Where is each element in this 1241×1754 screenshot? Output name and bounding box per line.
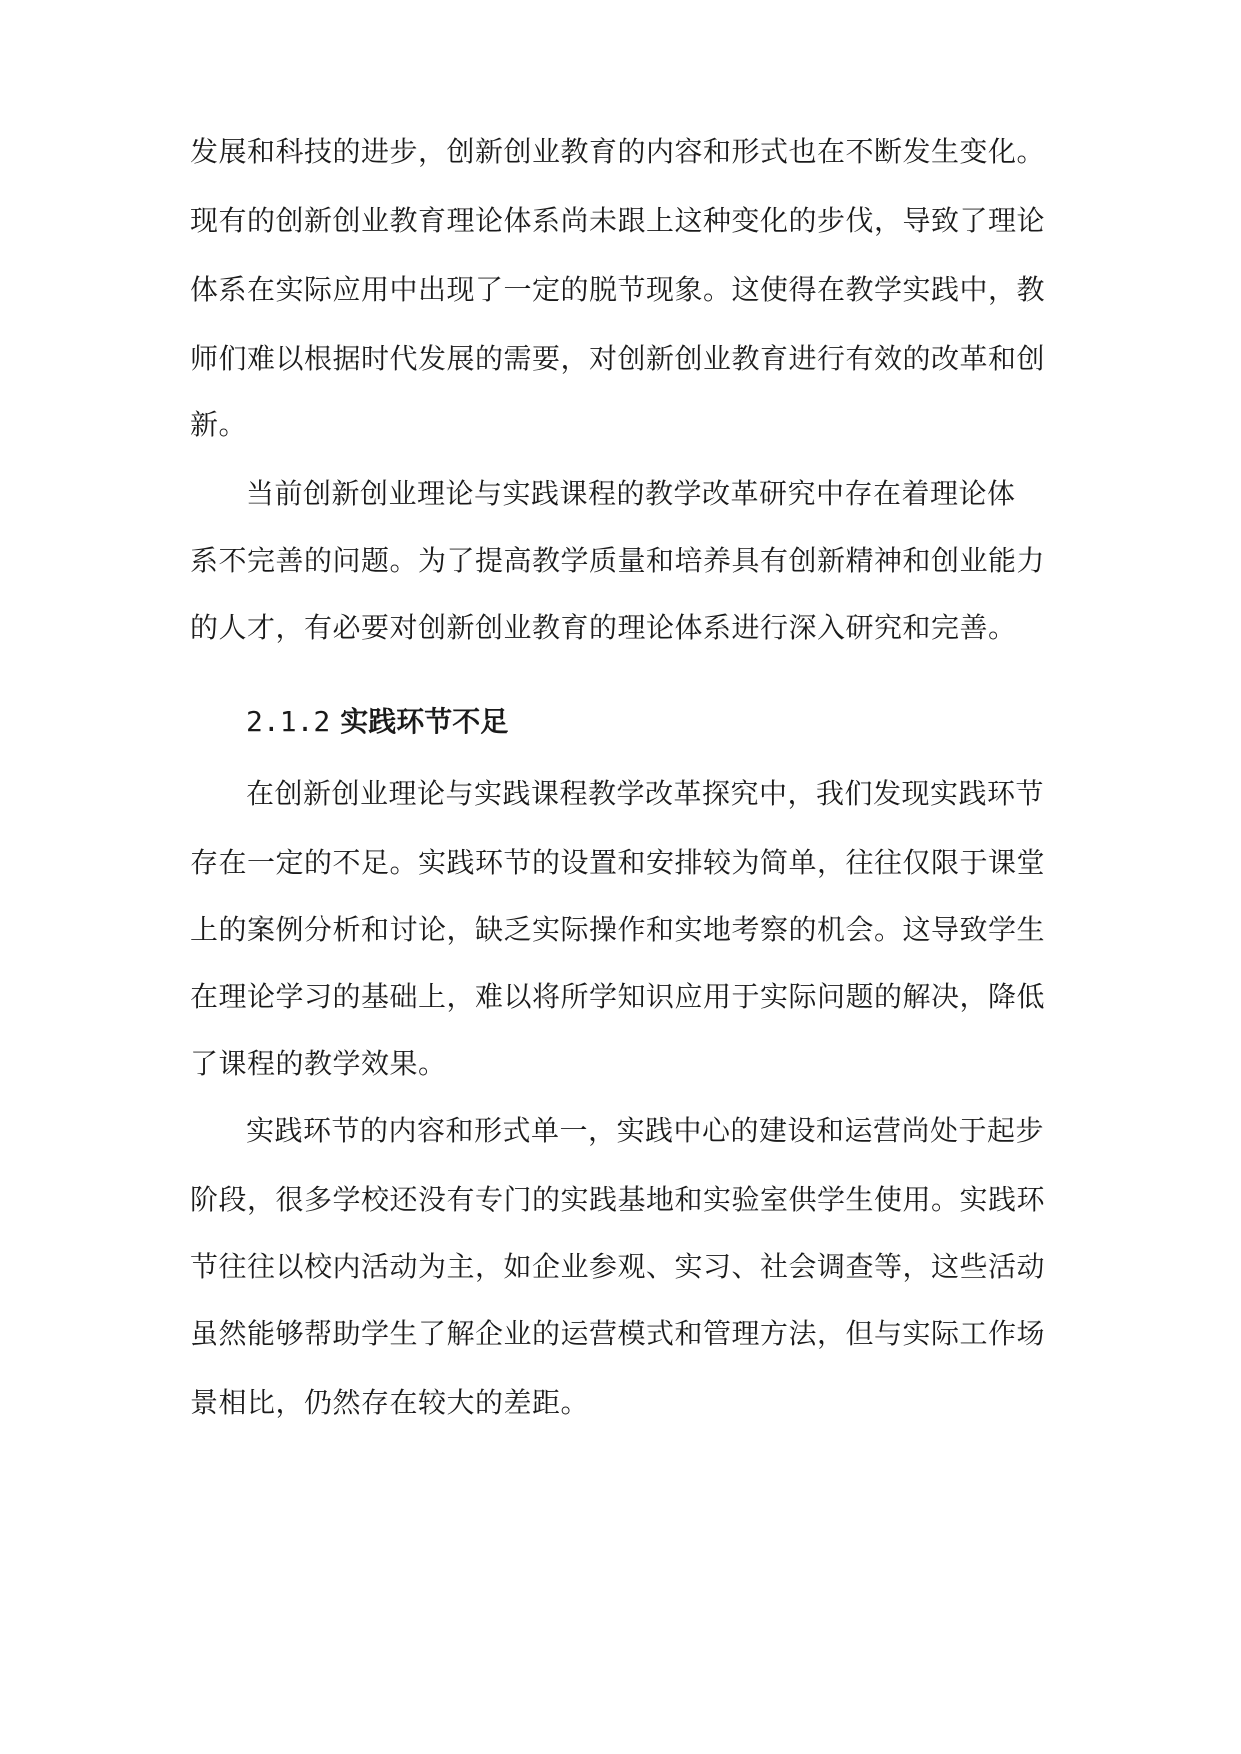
text-line: 节往往以校内活动为主，如企业参观、实习、社会调查等，这些活动 (190, 1250, 1046, 1283)
text-line: 虽然能够帮助学生了解企业的运营模式和管理方法，但与实际工作场 (190, 1317, 1046, 1350)
text-line: 当前创新创业理论与实践课程的教学改革研究中存在着理论体 (246, 477, 1016, 510)
section-number: 2.1.2 (246, 705, 331, 738)
text-line: 体系在实际应用中出现了一定的脱节现象。这使得在教学实践中，教 (190, 273, 1046, 306)
section-heading (246, 702, 508, 742)
text-line: 了课程的教学效果。 (190, 1047, 447, 1080)
text-line: 景相比，仍然存在较大的差距。 (190, 1386, 590, 1419)
text-line: 的人才，有必要对创新创业教育的理论体系进行深入研究和完善。 (190, 611, 1017, 644)
text-line: 新。 (190, 408, 248, 441)
text-line: 存在一定的不足。实践环节的设置和安排较为简单，往往仅限于课堂 (190, 846, 1046, 879)
text-line: 现有的创新创业教育理论体系尚未跟上这种变化的步伐，导致了理论 (190, 204, 1046, 237)
text-line: 实践环节的内容和形式单一，实践中心的建设和运营尚处于起步 (246, 1114, 1045, 1147)
text-line: 上的案例分析和讨论，缺乏实际操作和实地考察的机会。这导致学生 (190, 913, 1046, 946)
text-line: 发展和科技的进步，创新创业教育的内容和形式也在不断发生变化。 (190, 135, 1046, 168)
text-line: 阶段，很多学校还没有专门的实践基地和实验室供学生使用。实践环 (190, 1183, 1046, 1216)
text-line: 师们难以根据时代发展的需要，对创新创业教育进行有效的改革和创 (190, 342, 1046, 375)
text-line: 系不完善的问题。为了提高教学质量和培养具有创新精神和创业能力 (190, 544, 1046, 577)
text-line: 在理论学习的基础上，难以将所学知识应用于实际问题的解决，降低 (190, 980, 1046, 1013)
text-line: 在创新创业理论与实践课程教学改革探究中，我们发现实践环节 (246, 777, 1045, 810)
section-title: 实践环节不足 (340, 705, 509, 738)
